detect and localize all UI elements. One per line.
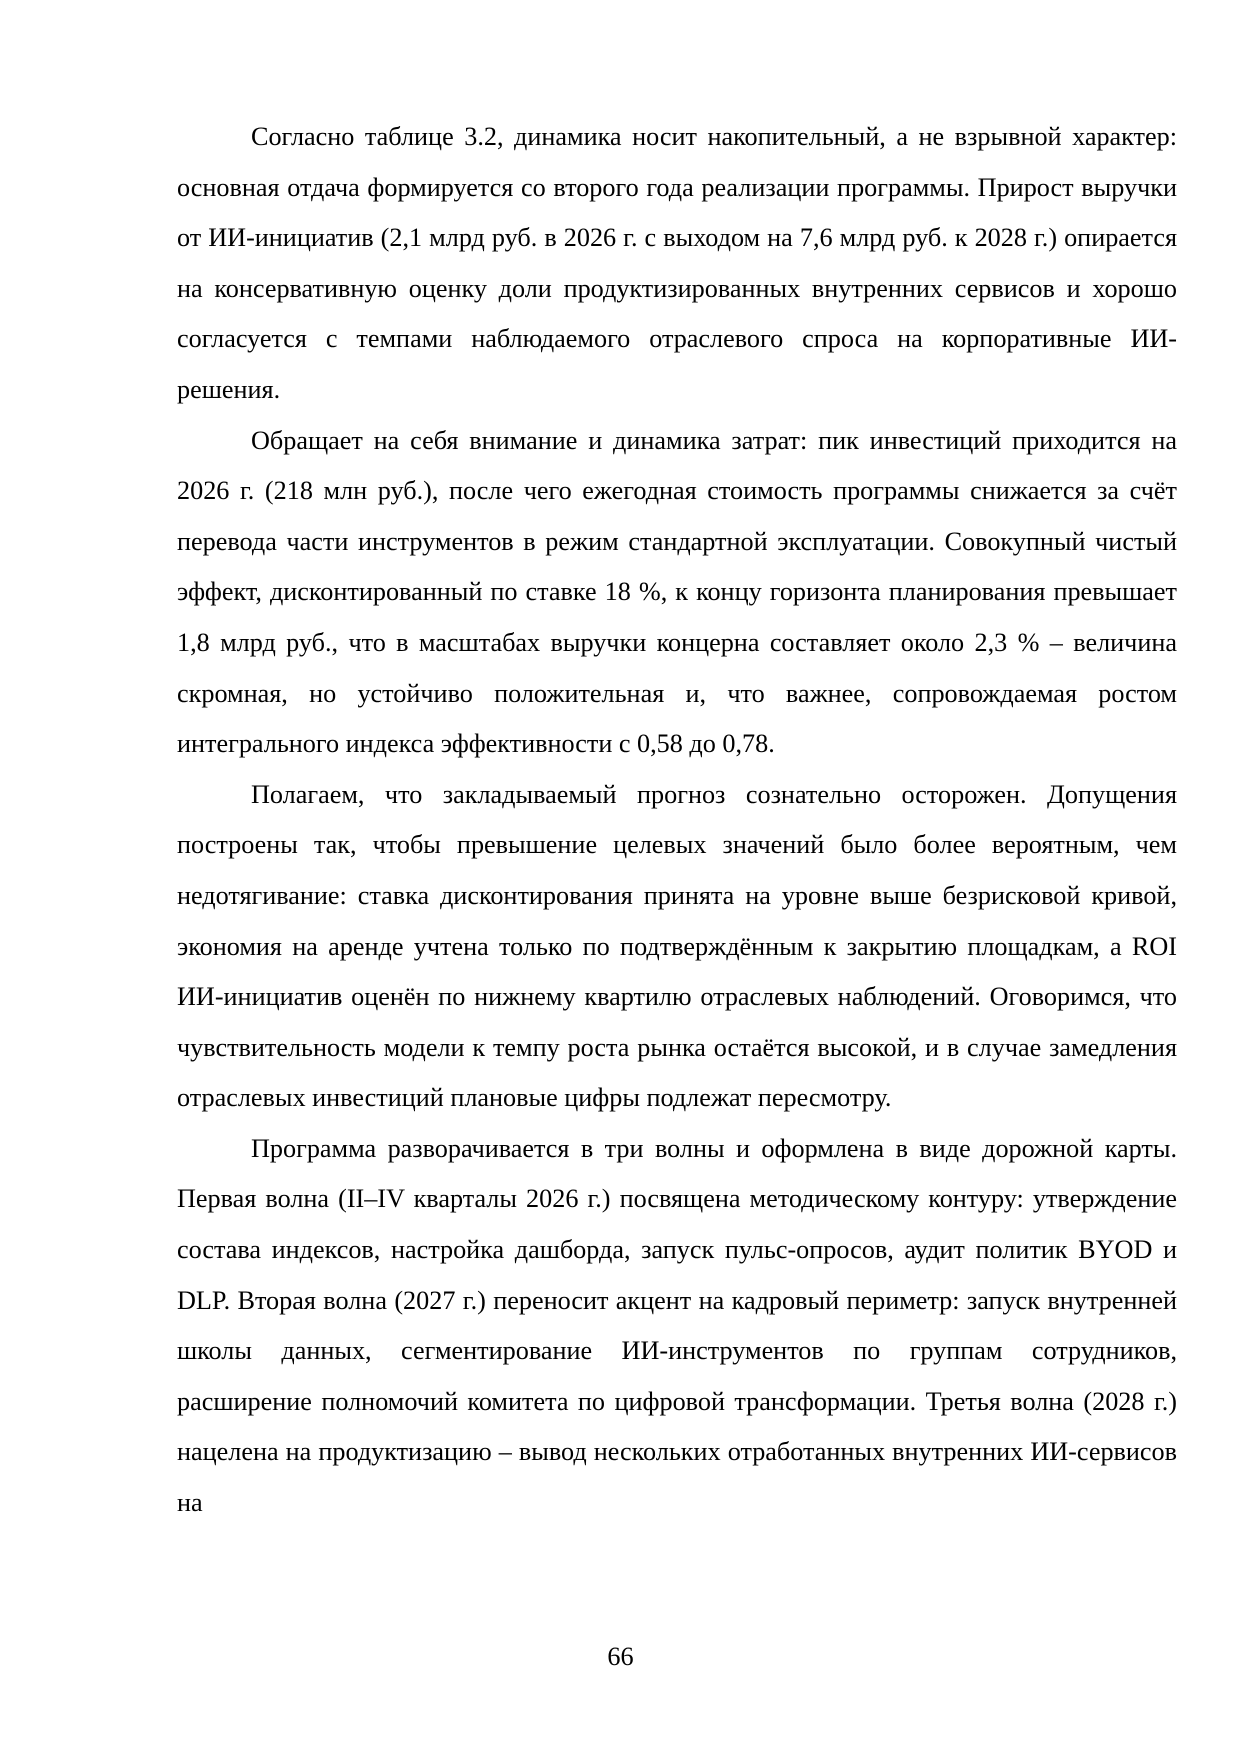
paragraph-4: Программа разворачивается в три волны и оформлена в виде дорожной карты. Первая волна (II–IV кварталы 2026 г.) посвящена методическому контуру: утверждение состава индексов, настройка дашборда, запуск пульс-опросов, аудит политик BYOD и DLP. Вторая волна (2027 г.) переносит акцент на кадровый периметр: запуск внутренней школы данных, сегментирование ИИ-инструментов по группам сотрудников, расширение полномочий комитета по цифровой трансформации. Третья волна (2028 г.) нацелена на продуктизацию – вывод нескольких отработанных внутренних ИИ-сервисов на bbox=[177, 1133, 1177, 1518]
paragraph-3: Полагаем, что закладываемый прогноз сознательно осторожен. Допущения построены так, чтобы превышение целевых значений было более вероятным, чем недотягивание: ставка дисконтирования принята на уровне выше безрисковой кривой, экономия на аренде учтена только по подтверждённым к закрытию площадкам, а ROI ИИ-инициатив оценён по нижнему квартилю отраслевых наблюдений. Оговоримся, что чувствительность модели к темпу роста рынка остаётся высокой, и в случае замедления отраслевых инвестиций плановые цифры подлежат пересмотру. bbox=[177, 779, 1177, 1113]
page-body bbox=[177, 112, 1177, 1529]
paragraph-1: Согласно таблице 3.2, динамика носит накопительный, а не взрывной характер: основная отдача формируется со второго года реализации программы. Прирост выручки от ИИ-инициатив (2,1 млрд руб. в 2026 г. с выходом на 7,6 млрд руб. к 2028 г.) опирается на консервативную оценку доли продуктизированных внутренних сервисов и хорошо согласуется с темпами наблюдаемого отраслевого спроса на корпоративные ИИ-решения. bbox=[177, 122, 1177, 404]
paragraph-2: Обращает на себя внимание и динамика затрат: пик инвестиций приходится на 2026 г. (218 млн руб.), после чего ежегодная стоимость программы снижается за счёт перевода части инструментов в режим стандартной эксплуатации. Совокупный чистый эффект, дисконтированный по ставке 18 %, к концу горизонта планирования превышает 1,8 млрд руб., что в масштабах выручки концерна составляет около 2,3 % – величина скромная, но устойчиво положительная и, что важнее, сопровождаемая ростом интегрального индекса эффективности с 0,58 до 0,78. bbox=[177, 425, 1177, 759]
page-number: 66 bbox=[607, 1642, 634, 1671]
